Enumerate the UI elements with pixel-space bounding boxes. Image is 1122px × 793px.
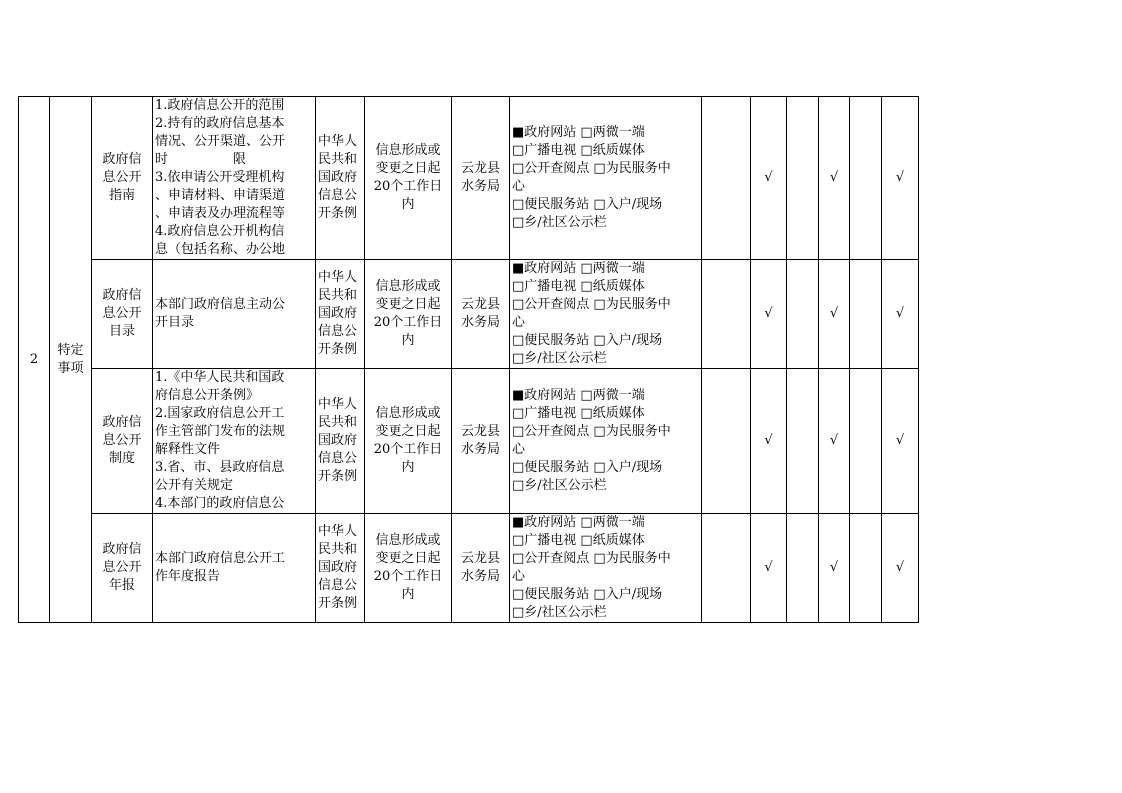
time-text: 信息形成或 变更之日起 20个工作日 内 — [373, 279, 443, 348]
channel-line: □公开查阅点 □为民服务中 — [512, 551, 671, 566]
content-line: 作年度报告 — [155, 569, 221, 584]
channel-line: ■政府网站 □两微一端 — [512, 125, 645, 140]
channel-line: □乡/社区公示栏 — [512, 215, 607, 230]
check-col-d: √ — [819, 97, 850, 260]
subject-text: 云龙县 水务局 — [460, 297, 500, 330]
channel-line: □公开查阅点 □为民服务中 — [512, 297, 671, 312]
check-col-a — [702, 260, 751, 369]
row-number: 2 — [29, 351, 39, 367]
check-col-b: √ — [751, 260, 787, 369]
subject-cell — [452, 369, 510, 514]
content-cell — [153, 260, 316, 369]
content-line: 4.本部门的政府信息公 — [155, 496, 285, 511]
check-col-f: √ — [882, 97, 919, 260]
check-col-d: √ — [819, 260, 850, 369]
channel-line: ■政府网站 □两微一端 — [512, 515, 645, 530]
basis-text: 中华人 民共和 国政府 信息公 开条例 — [318, 397, 358, 484]
channel-line: □便民服务站 □入户/现场 — [512, 197, 663, 212]
time-cell — [365, 369, 452, 514]
content-line: 3.依申请公开受理机构 — [155, 170, 285, 185]
item-label: 政府信 息公开 指南 — [102, 152, 142, 203]
time-cell — [365, 514, 452, 623]
time-text: 信息形成或 变更之日起 20个工作日 内 — [373, 143, 443, 212]
item-cell — [92, 260, 153, 369]
table-row — [19, 369, 919, 514]
basis-cell — [316, 514, 365, 623]
item-label: 政府信 息公开 制度 — [102, 415, 142, 466]
check-col-e — [850, 97, 882, 260]
category-label: 特定 事项 — [57, 342, 84, 376]
check-col-e — [850, 514, 882, 623]
time-text: 信息形成或 变更之日起 20个工作日 内 — [373, 406, 443, 475]
content-line: 作主管部门发布的法规 — [155, 424, 286, 439]
check-col-f: √ — [882, 260, 919, 369]
channel-line: □广播电视 □纸质媒体 — [512, 143, 645, 158]
row-number-cell — [19, 97, 50, 623]
check-col-a — [702, 97, 751, 260]
check-col-f: √ — [882, 514, 919, 623]
basis-cell — [316, 97, 365, 260]
item-cell — [92, 514, 153, 623]
channel-line: 心 — [512, 179, 526, 194]
channel-line: □乡/社区公示栏 — [512, 351, 607, 366]
channel-line: □公开查阅点 □为民服务中 — [512, 424, 671, 439]
content-line: 府信息公开条例》 — [155, 388, 260, 403]
content-line: 公开有关规定 — [155, 478, 234, 493]
channel-line: □广播电视 □纸质媒体 — [512, 533, 645, 548]
channels-cell — [510, 97, 702, 260]
item-cell — [92, 97, 153, 260]
basis-cell — [316, 369, 365, 514]
channel-line: □便民服务站 □入户/现场 — [512, 333, 663, 348]
category-cell — [50, 97, 92, 623]
channel-line: ■政府网站 □两微一端 — [512, 261, 645, 276]
basis-cell — [316, 260, 365, 369]
channel-line: 心 — [512, 315, 526, 330]
check-col-a — [702, 514, 751, 623]
time-text: 信息形成或 变更之日起 20个工作日 内 — [373, 533, 443, 602]
subject-cell — [452, 97, 510, 260]
channel-line: □便民服务站 □入户/现场 — [512, 460, 663, 475]
channel-line: ■政府网站 □两微一端 — [512, 388, 645, 403]
channel-line: □便民服务站 □入户/现场 — [512, 587, 663, 602]
channels-cell — [510, 514, 702, 623]
basis-text: 中华人 民共和 国政府 信息公 开条例 — [318, 270, 358, 357]
check-col-b: √ — [751, 97, 787, 260]
content-line: 情况、公开渠道、公开 — [155, 134, 286, 149]
subject-cell — [452, 260, 510, 369]
content-line: 本部门政府信息主动公 — [155, 297, 286, 312]
check-col-a — [702, 369, 751, 514]
check-col-b: √ — [751, 369, 787, 514]
content-line: 本部门政府信息公开工 — [155, 551, 286, 566]
channel-line: □乡/社区公示栏 — [512, 605, 607, 620]
channels-cell — [510, 260, 702, 369]
time-cell — [365, 97, 452, 260]
table-row — [19, 514, 919, 623]
basis-text: 中华人 民共和 国政府 信息公 开条例 — [318, 134, 358, 221]
check-col-c — [787, 260, 819, 369]
subject-text: 云龙县 水务局 — [460, 424, 500, 457]
subject-text: 云龙县 水务局 — [460, 161, 500, 194]
content-line: 1.政府信息公开的范围 — [155, 98, 285, 113]
channel-line: 心 — [512, 442, 526, 457]
item-label: 政府信 息公开 目录 — [102, 288, 142, 339]
check-col-f: √ — [882, 369, 919, 514]
item-cell — [92, 369, 153, 514]
check-col-b: √ — [751, 514, 787, 623]
time-cell — [365, 260, 452, 369]
basis-text: 中华人 民共和 国政府 信息公 开条例 — [318, 524, 358, 611]
channel-line: □公开查阅点 □为民服务中 — [512, 161, 671, 176]
content-line: 、申请表及办理流程等 — [155, 206, 286, 221]
check-col-e — [850, 369, 882, 514]
check-col-c — [787, 97, 819, 260]
content-line: 2.持有的政府信息基本 — [155, 116, 285, 131]
content-cell — [153, 369, 316, 514]
content-line: 4.政府信息公开机构信 — [155, 224, 285, 239]
content-line: 息（包括名称、办公地 — [155, 242, 286, 257]
content-line: 解释性文件 — [155, 442, 221, 457]
check-col-d: √ — [819, 514, 850, 623]
content-line: 、申请材料、申请渠道 — [155, 188, 286, 203]
check-col-c — [787, 514, 819, 623]
subject-cell — [452, 514, 510, 623]
subject-text: 云龙县 水务局 — [460, 551, 500, 584]
check-col-c — [787, 369, 819, 514]
content-cell — [153, 97, 316, 260]
content-line: 3.省、市、县政府信息 — [155, 460, 285, 475]
check-col-d: √ — [819, 369, 850, 514]
channel-line: □广播电视 □纸质媒体 — [512, 279, 645, 294]
content-line: 2.国家政府信息公开工 — [155, 406, 285, 421]
content-line: 开目录 — [155, 315, 195, 330]
channel-line: □广播电视 □纸质媒体 — [512, 406, 645, 421]
table-row — [19, 97, 919, 260]
channel-line: 心 — [512, 569, 526, 584]
content-line: 1.《中华人民共和国政 — [155, 370, 285, 385]
item-label: 政府信 息公开 年报 — [102, 542, 142, 593]
channel-line: □乡/社区公示栏 — [512, 478, 607, 493]
table-row — [19, 260, 919, 369]
channels-cell — [510, 369, 702, 514]
content-line: 时 限 — [155, 152, 247, 167]
check-col-e — [850, 260, 882, 369]
disclosure-table — [18, 96, 919, 623]
content-cell — [153, 514, 316, 623]
